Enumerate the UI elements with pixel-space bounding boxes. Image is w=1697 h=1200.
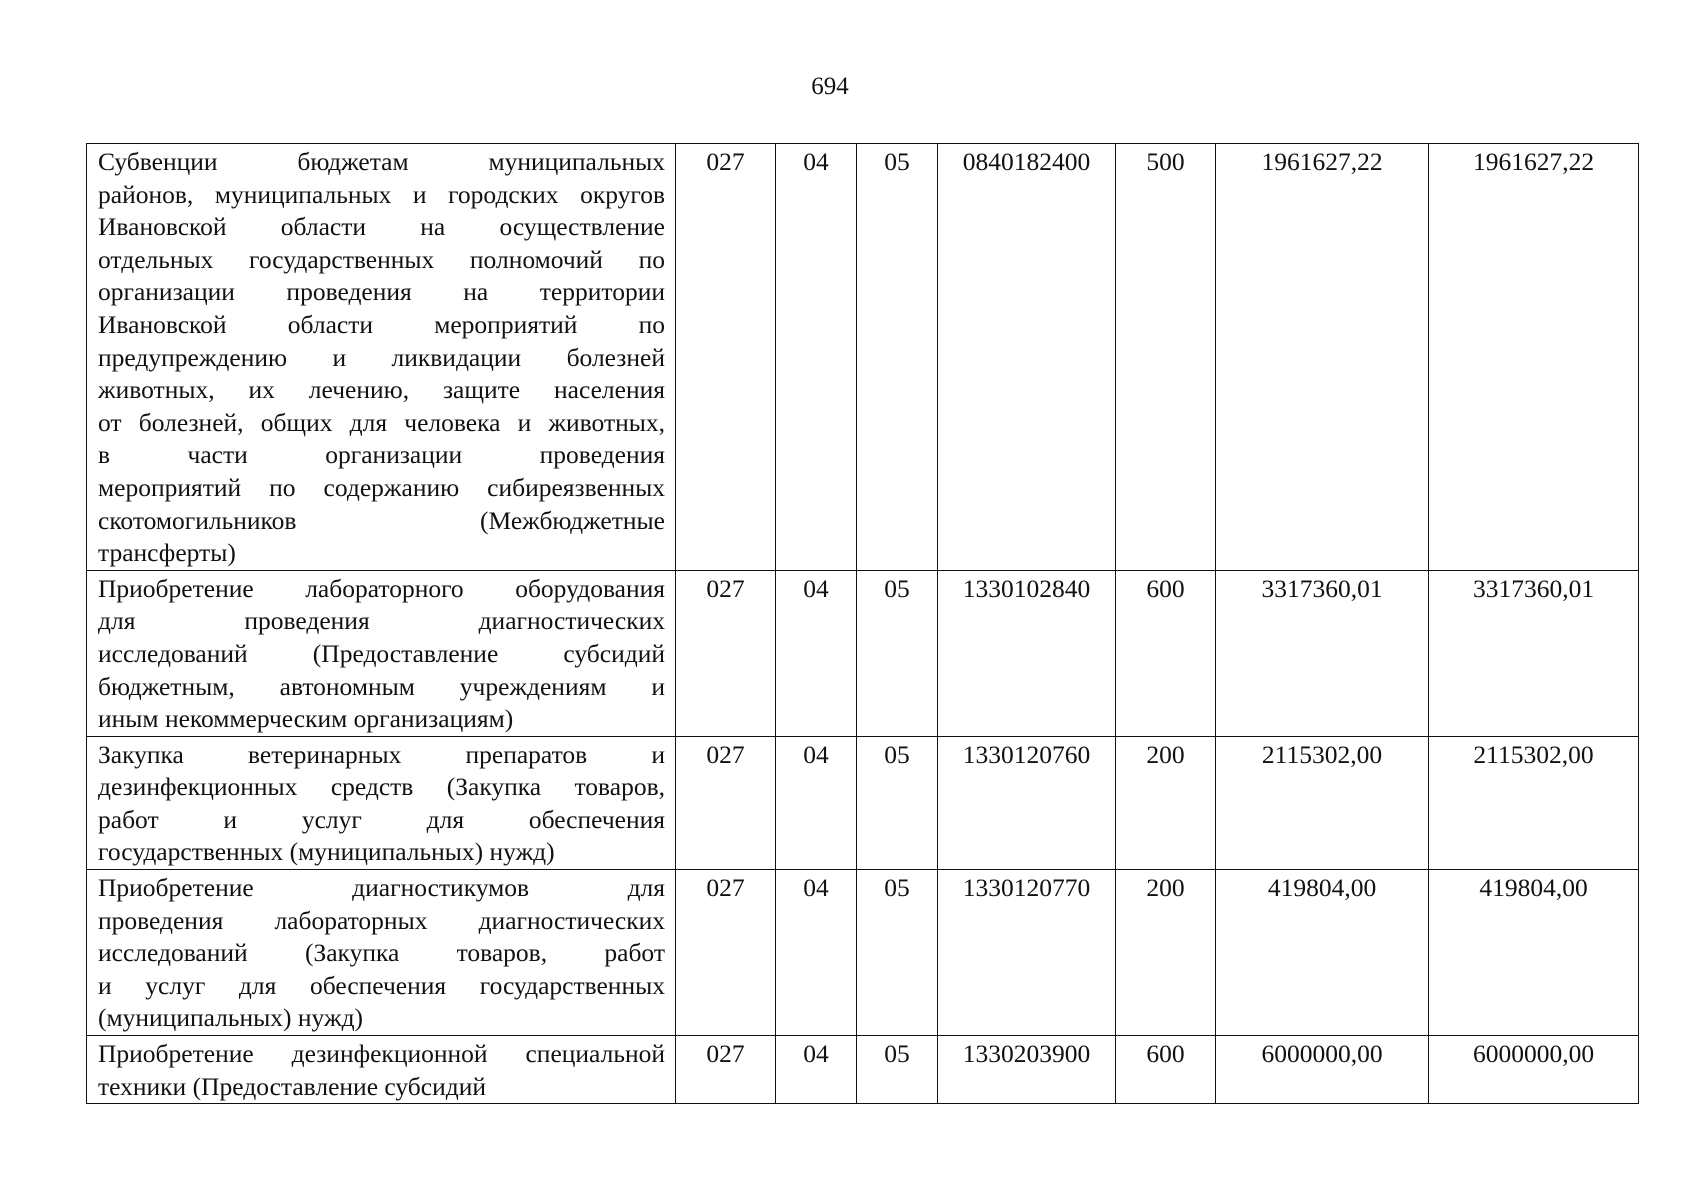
description-line: отдельных государственных полномочий по — [98, 244, 665, 274]
description-line: иным некоммерческим организациям) — [98, 704, 514, 734]
admin-code-cell: 027 — [676, 736, 776, 869]
description-line: проведения лабораторных диагностических — [98, 905, 665, 935]
amount-1-cell: 2115302,00 — [1216, 736, 1429, 869]
description-line: дезинфекционных средств (Закупка товаров, — [98, 772, 665, 802]
admin-code-cell: 027 — [676, 1036, 776, 1104]
target-article-cell: 1330102840 — [938, 570, 1116, 736]
description-cell — [87, 870, 676, 1036]
description-line: трансферты) — [98, 538, 236, 568]
amount-2-cell: 3317360,01 — [1429, 570, 1639, 736]
subsection-cell: 05 — [857, 570, 938, 736]
section-cell: 04 — [776, 1036, 857, 1104]
table-body — [87, 144, 1639, 1104]
description-line: бюджетным, автономным учреждениям и — [98, 671, 665, 701]
amount-2-cell: 419804,00 — [1429, 870, 1639, 1036]
amount-1-cell: 6000000,00 — [1216, 1036, 1429, 1104]
target-article-cell: 0840182400 — [938, 144, 1116, 571]
description-cell — [87, 736, 676, 869]
subsection-cell: 05 — [857, 144, 938, 571]
description-line: Закупка ветеринарных препаратов и — [98, 739, 665, 769]
subsection-cell: 05 — [857, 870, 938, 1036]
description-line: от болезней, общих для человека и животных, — [98, 407, 665, 437]
expense-type-cell: 600 — [1116, 570, 1216, 736]
description-line: исследований (Предоставление субсидий — [98, 638, 665, 668]
description-line: мероприятий по содержанию сибиреязвенных — [98, 472, 665, 502]
description-line: Приобретение лабораторного оборудования — [98, 573, 665, 603]
description-cell — [87, 570, 676, 736]
section-cell: 04 — [776, 570, 857, 736]
subsection-cell: 05 — [857, 736, 938, 869]
amount-2-cell: 6000000,00 — [1429, 1036, 1639, 1104]
budget-table — [86, 143, 1639, 1104]
description-line: животных, их лечению, защите населения — [98, 375, 665, 405]
amount-1-cell: 3317360,01 — [1216, 570, 1429, 736]
description-line: районов, муниципальных и городских округов — [98, 179, 665, 209]
amount-2-cell: 1961627,22 — [1429, 144, 1639, 571]
admin-code-cell: 027 — [676, 870, 776, 1036]
admin-code-cell: 027 — [676, 144, 776, 571]
description-line: (муниципальных) нужд) — [98, 1003, 364, 1033]
description-line: Субвенции бюджетам муниципальных — [98, 147, 665, 176]
target-article-cell: 1330120770 — [938, 870, 1116, 1036]
description-line: в части организации проведения — [98, 440, 665, 470]
page-number: 694 — [811, 73, 849, 100]
description-line: организации проведения на территории — [98, 277, 665, 307]
expense-type-cell: 200 — [1116, 870, 1216, 1036]
table-row — [87, 570, 1639, 736]
amount-1-cell: 419804,00 — [1216, 870, 1429, 1036]
subsection-cell: 05 — [857, 1036, 938, 1104]
description-line: Ивановской области на осуществление — [98, 212, 665, 242]
description-line: работ и услуг для обеспечения — [98, 804, 665, 834]
table-row — [87, 144, 1639, 571]
section-cell: 04 — [776, 144, 857, 571]
amount-1-cell: 1961627,22 — [1216, 144, 1429, 571]
description-line: Приобретение диагностикумов для — [98, 873, 665, 903]
description-line: и услуг для обеспечения государственных — [98, 970, 665, 1000]
description-line: государственных (муниципальных) нужд) — [98, 837, 555, 867]
expense-type-cell: 600 — [1116, 1036, 1216, 1104]
section-cell: 04 — [776, 736, 857, 869]
target-article-cell: 1330120760 — [938, 736, 1116, 869]
target-article-cell: 1330203900 — [938, 1036, 1116, 1104]
section-cell: 04 — [776, 870, 857, 1036]
description-cell — [87, 1036, 676, 1104]
description-cell — [87, 144, 676, 571]
description-line: скотомогильников (Межбюджетные — [98, 505, 665, 535]
table-row — [87, 736, 1639, 869]
table-row — [87, 870, 1639, 1036]
amount-2-cell: 2115302,00 — [1429, 736, 1639, 869]
description-line: предупреждению и ликвидации болезней — [98, 342, 665, 372]
expense-type-cell: 500 — [1116, 144, 1216, 571]
description-line: техники (Предоставление субсидий — [98, 1071, 487, 1101]
description-line: Ивановской области мероприятий по — [98, 309, 665, 339]
admin-code-cell: 027 — [676, 570, 776, 736]
expense-type-cell: 200 — [1116, 736, 1216, 869]
description-line: Приобретение дезинфекционной специальной — [98, 1039, 665, 1069]
description-line: для проведения диагностических — [98, 606, 665, 636]
table-row — [87, 1036, 1639, 1104]
description-line: исследований (Закупка товаров, работ — [98, 938, 665, 968]
